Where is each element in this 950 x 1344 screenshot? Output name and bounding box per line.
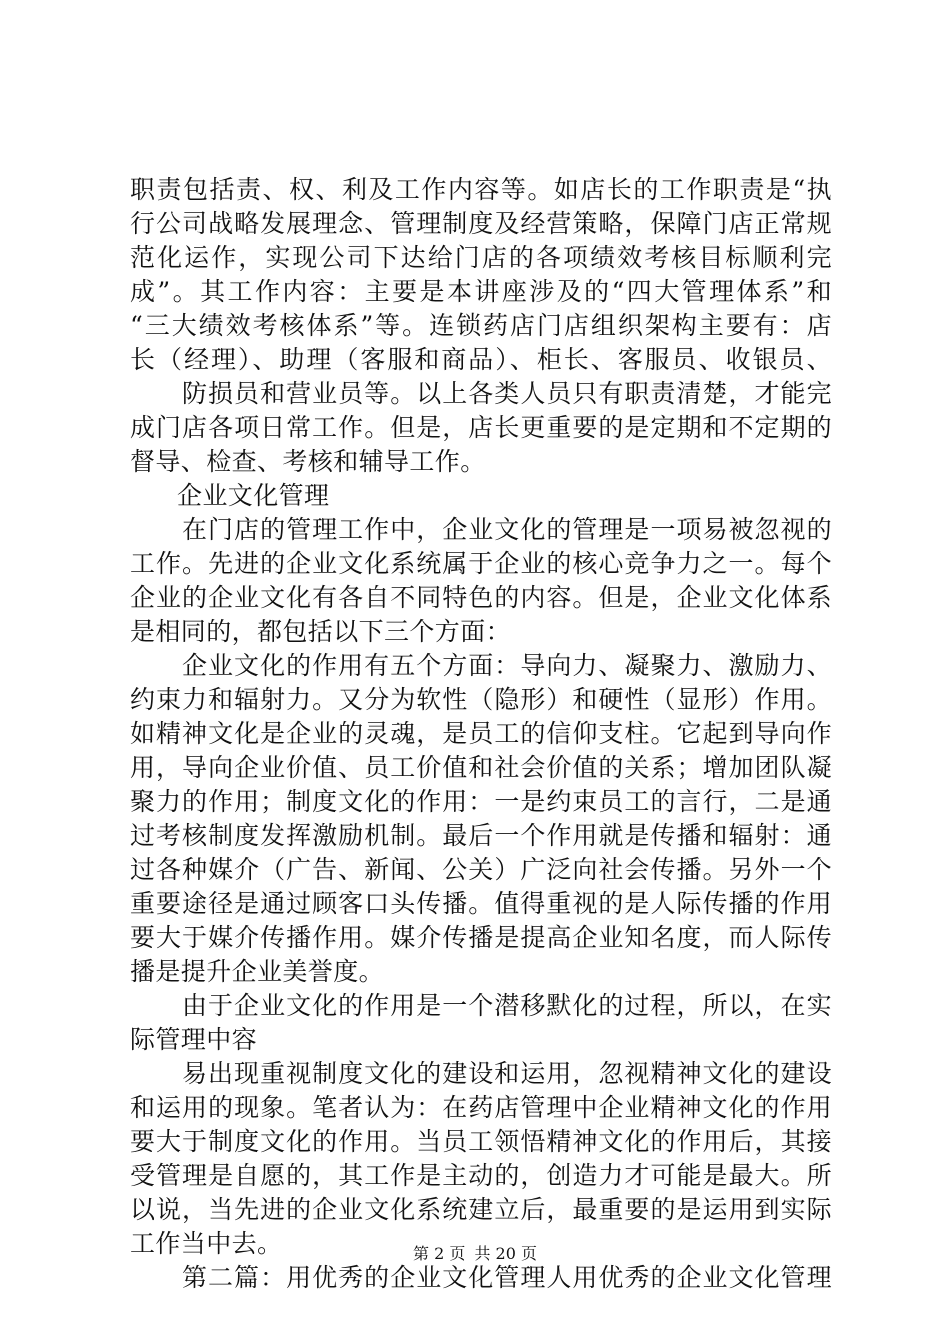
text-line: 是相同的，都包括以下三个方面： bbox=[130, 617, 512, 646]
text-line: 过各种媒介（广告、新闻、公关）广泛向社会传播。另外一个 bbox=[130, 855, 832, 884]
text-line: 范化运作，实现公司下达给门店的各项绩效考核目标顺利完 bbox=[130, 243, 832, 272]
text-line: 企业的企业文化有各自不同特色的内容。但是，企业文化体系 bbox=[130, 583, 832, 612]
text-line: 播是提升企业美誉度。 bbox=[130, 957, 385, 986]
text-line: 易出现重视制度文化的建设和运用，忽视精神文化的建设 bbox=[182, 1059, 832, 1088]
text-line: 际管理中容 bbox=[130, 1025, 258, 1054]
text-line: 由于企业文化的作用是一个潜移默化的过程，所以，在实 bbox=[182, 991, 832, 1020]
text-line: 聚力的作用；制度文化的作用：一是约束员工的言行，二是通 bbox=[130, 787, 832, 816]
text-line: 长（经理）、助理（客服和商品）、柜长、客服员、收银员、 bbox=[130, 345, 832, 374]
text-line: 受管理是自愿的，其工作是主动的，创造力才可能是最大。所 bbox=[130, 1161, 832, 1190]
text-line: 以说，当先进的企业文化系统建立后，最重要的是运用到实际 bbox=[130, 1195, 832, 1224]
text-line: 用，导向企业价值、员工价值和社会价值的关系；增加团队凝 bbox=[130, 753, 832, 782]
text-line: 如精神文化是企业的灵魂，是员工的信仰支柱。它起到导向作 bbox=[130, 719, 832, 748]
text-line: 要大于媒介传播作用。媒介传播是提高企业知名度，而人际传 bbox=[130, 923, 832, 952]
text-line: 防损员和营业员等。以上各类人员只有职责清楚，才能完 bbox=[182, 379, 832, 408]
text-line: 工作。先进的企业文化系统属于企业的核心竞争力之一。每个 bbox=[130, 549, 832, 578]
page-footer bbox=[0, 1242, 950, 1266]
text-line: 要大于制度文化的作用。当员工领悟精神文化的作用后，其接 bbox=[130, 1127, 832, 1156]
text-line: 约束力和辐射力。又分为软性（隐形）和硬性（显形）作用。 bbox=[130, 685, 832, 714]
text-line: 职责包括责、权、利及工作内容等。如店长的工作职责是“执 bbox=[130, 175, 832, 204]
text-line: 过考核制度发挥激励机制。最后一个作用就是传播和辐射：通 bbox=[130, 821, 832, 850]
text-line: 重要途径是通过顾客口头传播。值得重视的是人际传播的作用 bbox=[130, 889, 832, 918]
section-heading: 企业文化管理 bbox=[177, 481, 330, 510]
document-body bbox=[130, 173, 832, 1295]
page-number: 第 2 页 bbox=[413, 1244, 466, 1263]
text-line: 督导、检查、考核和辅导工作。 bbox=[130, 447, 486, 476]
text-line: 在门店的管理工作中，企业文化的管理是一项易被忽视的 bbox=[182, 515, 832, 544]
page-total: 共 20 页 bbox=[474, 1244, 537, 1263]
text-line: 企业文化的作用有五个方面：导向力、凝聚力、激励力、 bbox=[182, 651, 832, 680]
text-line: 成”。其工作内容：主要是本讲座涉及的“四大管理体系”和 bbox=[130, 277, 832, 306]
text-line: 成门店各项日常工作。但是，店长更重要的是定期和不定期的 bbox=[130, 413, 832, 442]
text-line: 和运用的现象。笔者认为：在药店管理中企业精神文化的作用 bbox=[130, 1093, 832, 1122]
chapter-heading-line: 第二篇：用优秀的企业文化管理人用优秀的企业文化管理 bbox=[182, 1263, 832, 1292]
text-line: 行公司战略发展理念、管理制度及经营策略，保障门店正常规 bbox=[130, 209, 832, 238]
text-line: 工作当中去。 bbox=[130, 1229, 283, 1258]
text-line: “三大绩效考核体系”等。连锁药店门店组织架构主要有：店 bbox=[130, 311, 832, 340]
